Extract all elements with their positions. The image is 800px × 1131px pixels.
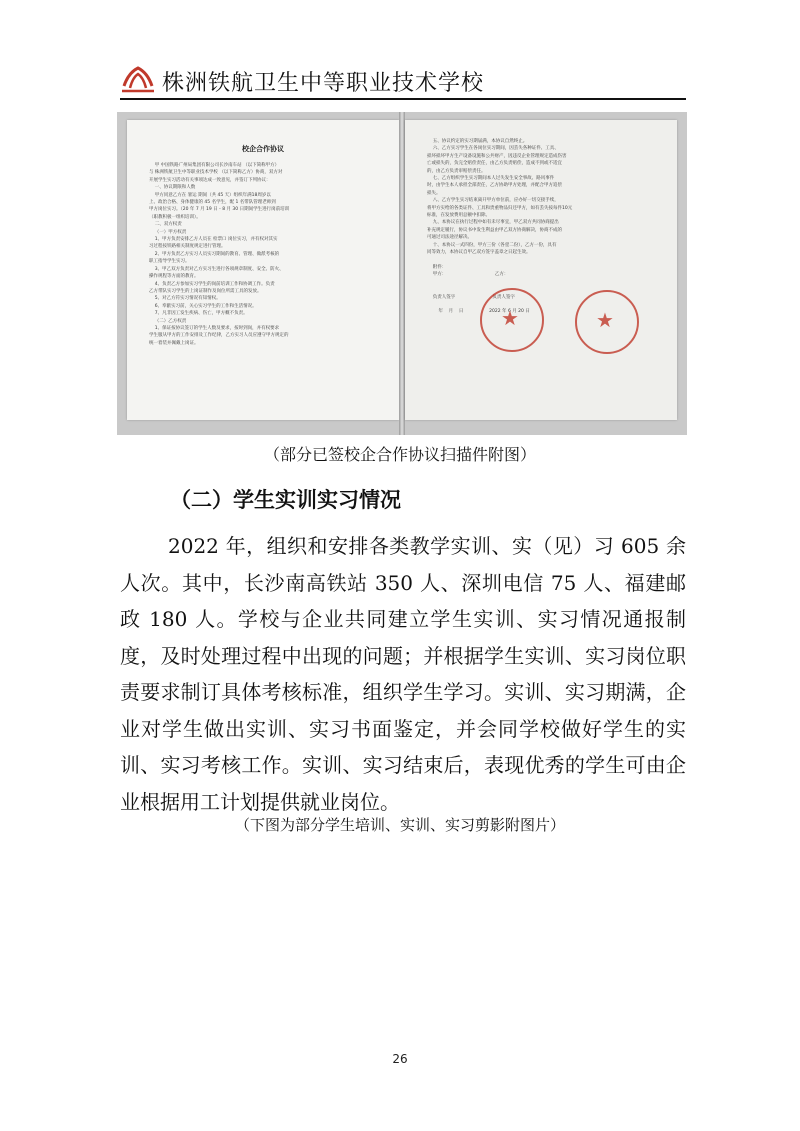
section-heading: （二）学生实训实习情况 (170, 488, 401, 512)
scan-page-left (127, 120, 399, 420)
scanned-agreement-image (117, 112, 687, 435)
body-paragraph: 2022 年，组织和安排各类教学实训、实（见）习 605 余人次。其中，长沙南高铁站 350 人、深圳电信 75 人、福建邮政 180 人。学校与企业共同建立学生实训、实习情况通报制度，及时处理过程中出现的问题；并根据学生实训、实习岗位职责要求制订具体考核标准，组织学生学习。实训、实习期满，企业对学生做出实训、实习书面鉴定，并会同学校做好学生的实训、实习考核工作。实训、实习结束后，表现优秀的学生可由企业根据用工计划提供就业岗位。 (120, 534, 686, 814)
photo-caption: （下图为部分学生培训、实训、实习剪影附图片） (234, 816, 565, 834)
company-seal-stamp (480, 288, 544, 352)
document-header (120, 60, 686, 100)
scan-right-page-text: 五、协议约定的实习期届满，本协议自然终止。 六、乙方实习学生在各岗位实习期间，因丢失各种证件、工具、 损坏损坏甲方生产设备设施和公共财产，因违反企业管理规定造成伤害 亡或损失的，负完全赔偿责任，由乙方负责赔偿，造成不到或不适宜 的，由乙方负责审赔偿责任。 七、乙方组织学生实习期间本人过失发生安全事故、路风事件 时，由学生本人承担全部责任，乙方协助甲方处理，并配合甲方追偿 损失。 八、乙方学生实习结束离开甲方单位前，应办好一切交接手续， 将甲方实给的各类证件、工具和贵重物品归还甲方，如有丢失按每件10元 标准，在发放费用总额中扣除。 九、本协议在执行过程中如有未尽事宜，甲乙双方共同协商提出 补充规定履行，协议书中发生利益由甲乙双方协商解决，协商不成的 可通过司法途径解决。 十、本协议一式四份，甲方三份（各壹二份），乙方一份，具有 同等效力，本协议自甲乙双方签字盖章之日起生效。 附件： 甲方： 乙方： 负责人签字 负责人签字 年 月 日 2022 年 6 月 20 日 (427, 139, 573, 315)
scan-page-right (405, 120, 677, 420)
school-name: 株洲铁航卫生中等职业技术学校 (162, 71, 485, 96)
scan-left-page-text: 甲 中国铁路广州局集团有限公司长沙南车站 （以下简称甲方） 与 株洲铁航卫生中等职业技术学校 （以下简称乙方）协商，双方对 开展学生实习活动有关事项达成一致意见，并签订下列协议： 一、协议期限和人数 甲方同意乙方在 暑运 期间（共 45 天）组织年满18周岁以 上、政治合格、身体健康的 45 名学生，配 1 名带队管理老师到 甲方岗位实习。（20 年 7 月 19 日 - 8 月 30 日期间学生进行岗前培训 （职教积极一组织培训）。 二、双方权责 （一）甲方权责 1、甲方负责安排乙方人员在 检票口 岗位实习，并有权对其实 习过程按铁路相关制度规定进行管理。 2、甲方负责乙方实习人员实习期间的教育、管理、做派考核的 职工指导学生实习。 3、甲乙双方负责对乙方实习生进行各项规章制度、安全、防火、 操作规程等方面的教育。 4、负责乙方参加实习学生的岗前培训工作和协调工作。负责 乙方带队实习学生的上岗证制作及岗位所需工具的发放。 5、对乙方符实习情况有知情权。 6、奉献实习前，关心实习学生的工作和生活情况。 7、凡非因工发生疾病、伤亡，甲方概不负责。 （二）乙方权责 1、保证按协议签订的学生人数及要求，按时到岗，并有权要求 学生服从甲方的工作安排及工作纪律，乙方实习人员应遵守甲方规定的 统一着装并佩戴上岗证。 (149, 163, 290, 346)
school-seal-stamp (575, 290, 639, 354)
header-divider (120, 98, 686, 100)
page-number: 26 (392, 1052, 408, 1066)
scan-caption: （部分已签校企合作协议扫描件附图） (263, 445, 536, 464)
scan-agreement-title: 校企合作协议 (242, 145, 284, 153)
school-logo-icon (120, 64, 156, 94)
